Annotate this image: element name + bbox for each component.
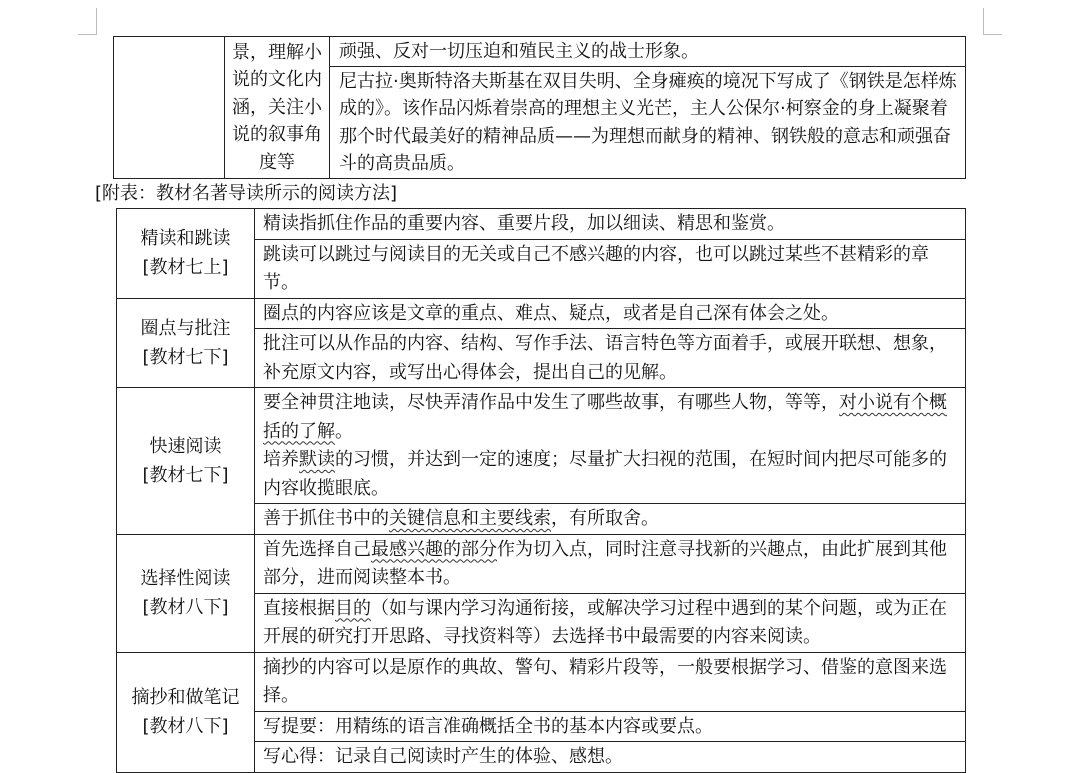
method-description: 写提要：用精练的语言准确概括全书的基本内容或要点。 [255, 711, 966, 742]
blank-cell [114, 37, 225, 179]
text-run: 的习惯，并达到一定的速度；尽量扩大扫视的范围，在短时间内把尽可能多的内容收揽眼底。 [263, 449, 947, 499]
novel-guide-table [113, 36, 966, 179]
table-row [117, 209, 966, 240]
method-description: 摘抄的内容可以是原作的典故、警句、精彩片段等，一般要根据学习、借鉴的意图来选择。 [255, 652, 966, 711]
table-row [117, 652, 966, 711]
method-name: 选择性阅读 [140, 568, 231, 589]
method-source: [教材八下] [142, 597, 229, 618]
method-name-cell [117, 534, 255, 652]
table-row [117, 388, 966, 504]
method-name-cell [117, 388, 255, 535]
method-name-cell [117, 298, 255, 388]
method-description: 写心得：记录自己阅读时产生的体验、感想。 [255, 742, 966, 773]
method-description: 精读指抓住作品的重要内容、重要片段，加以细读、精思和鉴赏。 [255, 209, 966, 240]
crop-mark-right [983, 8, 1002, 35]
method-name: 摘抄和做笔记 [131, 687, 240, 708]
table-row [117, 298, 966, 329]
method-source: [教材八下] [142, 716, 229, 737]
highlighted-phrase: 默读 [299, 449, 335, 470]
method-description: 批注可以从作品的内容、结构、写作手法、语言特色等方面着手，或展开联想、想象，补充原文内容，或写出心得体会，提出自己的见解。 [255, 329, 966, 388]
text-run: 要全神贯注地读，尽快弄清作品中发生了哪些故事，有哪些人物，等等， [263, 392, 839, 413]
highlighted-phrase: 对小说有个概括的了解 [263, 392, 947, 442]
highlighted-phrase: 关键信息和主要线索 [389, 508, 551, 529]
method-description [255, 593, 966, 652]
text-run: 首先选择自己 [263, 538, 371, 560]
method-name-cell [117, 209, 255, 299]
reading-methods-table [116, 208, 966, 773]
method-name: 精读和跳读 [140, 228, 231, 250]
method-description [255, 388, 966, 504]
highlighted-phrase: 最感兴趣的部分 [371, 538, 497, 560]
method-description [255, 534, 966, 593]
book-description-cell: 尼古拉·奥斯特洛夫斯基在双目失明、全身瘫痪的境况下写成了《钢铁是怎样炼成的》。该作品闪烁着崇高的理想主义光芒，主人公保尔·柯察金的身上凝聚着那个时代最美好的精神品质——为理想而献身的精神、钢铁般的意志和顽强奋斗的高贵品质。 [330, 66, 966, 178]
book-description-cell: 顽强、反对一切压迫和殖民主义的战士形象。 [330, 37, 966, 67]
text-run: 。 [335, 420, 353, 442]
text-run: 善于抓住书中的 [263, 508, 389, 529]
highlighted-phrase: 目的 [335, 597, 371, 619]
appendix-caption: [附表：教材名著导读所示的阅读方法] [95, 183, 398, 204]
text-run: 作为切入点，同时注意寻找新的兴趣点，由此扩展到其他部分，进而阅读整本书。 [263, 538, 947, 588]
method-description [255, 504, 966, 535]
text-run: 培养 [263, 449, 299, 470]
table-row [117, 534, 966, 593]
method-name-cell [117, 652, 255, 772]
method-source: [教材七下] [142, 464, 229, 486]
crop-mark-left [78, 8, 97, 35]
text-run: 直接根据 [263, 597, 335, 619]
method-name: 快速阅读 [149, 435, 222, 457]
table-row [114, 37, 966, 67]
reading-goal-cell: 景，理解小说的文化内涵，关注小说的叙事角度等 [225, 37, 330, 179]
method-source: [教材七上] [142, 257, 229, 279]
text-run: （如与课内学习沟通衔接，或解决学习过程中遇到的某个问题，或为正在开展的研究打开思路、寻找资料等）去选择书中最需要的内容来阅读。 [263, 597, 947, 647]
method-description: 圈点的内容应该是文章的重点、难点、疑点，或者是自己深有体会之处。 [255, 298, 966, 329]
method-name: 圈点与批注 [140, 317, 231, 339]
method-description: 跳读可以跳过与阅读目的无关或自己不感兴趣的内容，也可以跳过某些不甚精彩的章节。 [255, 239, 966, 298]
text-run: ，有所取舍。 [551, 508, 659, 529]
method-source: [教材七下] [142, 346, 229, 368]
